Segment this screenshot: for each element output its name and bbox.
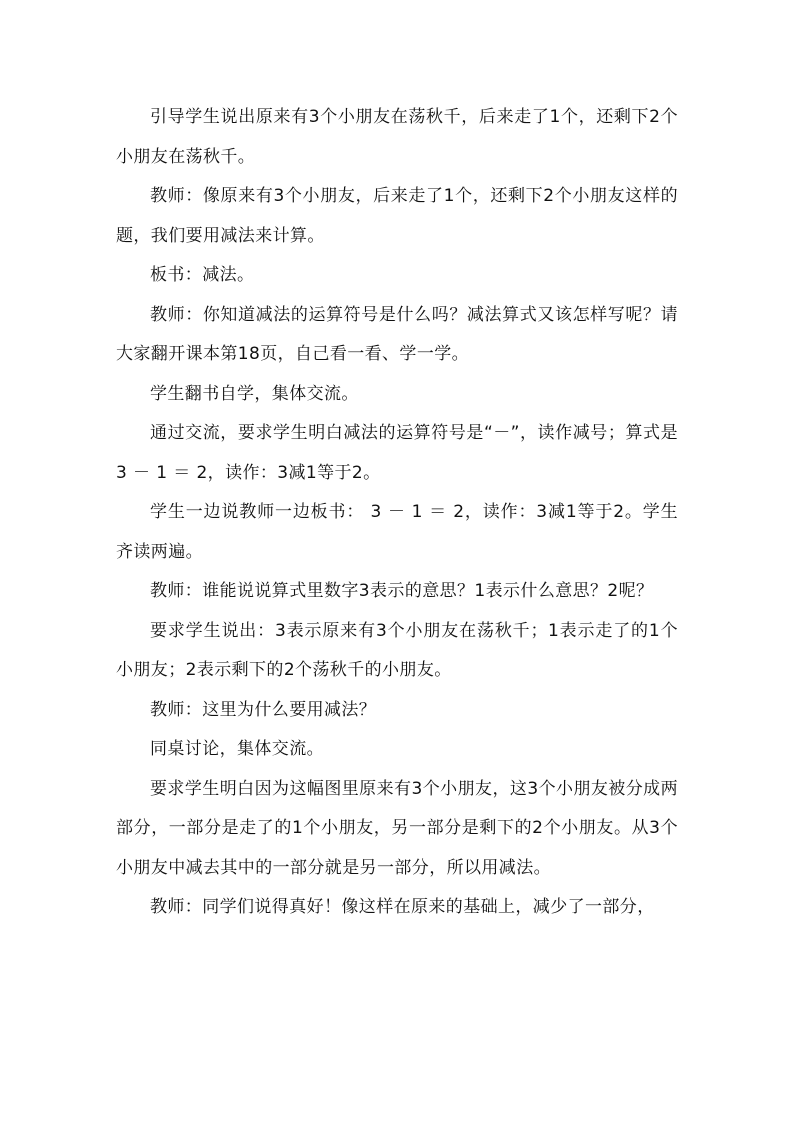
paragraph: 要求学生明白因为这幅图里原来有3个小朋友，这3个小朋友被分成两部分，一部分是走了的1个小朋友，另一部分是剩下的2个小朋友。从3个小朋友中减去其中的一部分就是另一部分，所以用减法。 (116, 778, 678, 878)
paragraph: 通过交流，要求学生明白减法的运算符号是“－”，读作减号；算式是 3 － 1 ＝ 2，读作：3减1等于2。 (116, 423, 678, 483)
paragraph: 教师：像原来有3个小朋友，后来走了1个，还剩下2个小朋友这样的题，我们要用减法来计算。 (116, 186, 678, 246)
paragraph: 板书：减法。 (150, 265, 255, 285)
paragraph: 引导学生说出原来有3个小朋友在荡秋千，后来走了1个，还剩下2个小朋友在荡秋千。 (116, 107, 678, 167)
paragraph: 教师：同学们说得真好！像这样在原来的基础上，减少了一部分， (150, 897, 655, 917)
document-body (116, 98, 678, 928)
paragraph: 同桌讨论，集体交流。 (150, 739, 324, 759)
paragraph: 要求学生说出：3表示原来有3个小朋友在荡秋千；1表示走了的1个小朋友；2表示剩下的2个荡秋千的小朋友。 (116, 620, 678, 680)
paragraph: 学生一边说教师一边板书： 3 － 1 ＝ 2，读作：3减1等于2。学生齐读两遍。 (116, 502, 678, 562)
paragraph: 教师：这里为什么要用减法？ (150, 699, 377, 720)
paragraph: 教师：谁能说说算式里数字3表示的意思？1表示什么意思？2呢？ (150, 581, 654, 601)
paragraph: 教师：你知道减法的运算符号是什么吗？减法算式又该怎样写呢？请大家翻开课本第18页，自己看一看、学一学。 (116, 304, 678, 364)
paragraph: 学生翻书自学，集体交流。 (150, 383, 359, 404)
